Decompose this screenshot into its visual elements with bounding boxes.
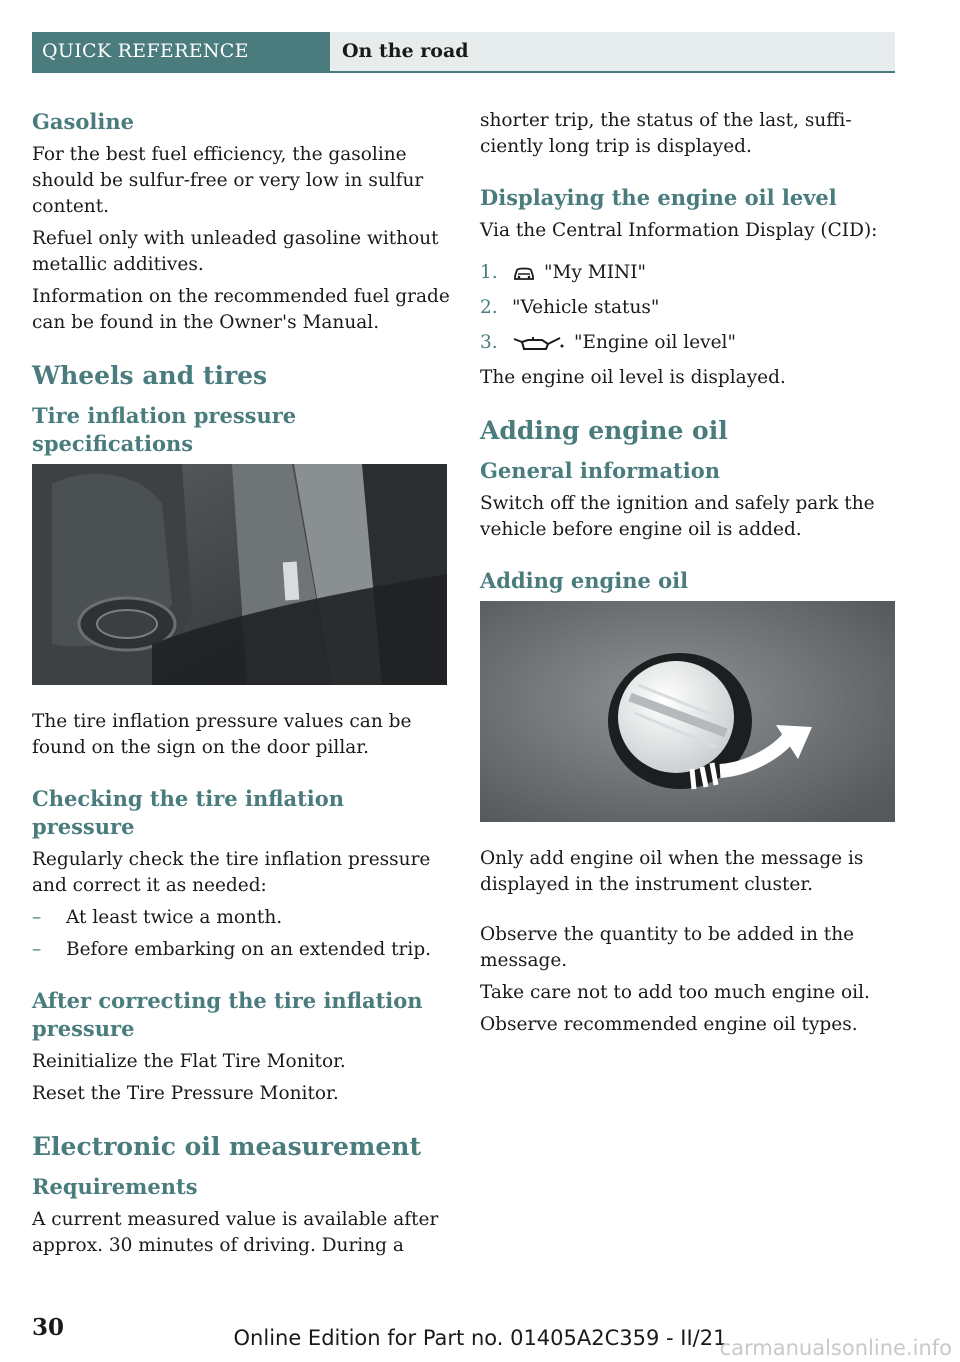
step-item [480, 330, 895, 356]
step-text: "Engine oil level" [574, 332, 736, 353]
requirements-heading: Requirements [32, 1174, 198, 1199]
dash-bullet: – [32, 939, 42, 960]
gasoline-paragraph-3: Information on the recommended fuel grade can be found in the Owner's Manual. [32, 286, 450, 333]
observe-paragraph-3: Observe recommended engine oil types. [480, 1014, 858, 1035]
displaying-paragraph: Via the Central Information Display (CID): [480, 220, 878, 241]
general-info-heading: General information [480, 458, 721, 483]
door-pillar-photo [32, 464, 447, 685]
step-number: 3. [480, 332, 498, 353]
right-column [480, 108, 895, 1044]
chapter-title: On the road [330, 32, 895, 71]
step-item [480, 260, 895, 286]
step-item [480, 295, 895, 321]
gasoline-paragraph-1: For the best fuel efficiency, the gasoline should be sulfur-free or very low in sulfur content. [32, 144, 424, 217]
car-icon [512, 264, 536, 282]
displaying-heading: Displaying the engine oil level [480, 185, 837, 210]
list-item [32, 937, 450, 963]
observe-paragraph-1: Observe the quantity to be added in the message. [480, 924, 855, 971]
checking-paragraph: Regularly check the tire inflation pressure and correct it as needed: [32, 849, 431, 896]
after-correcting-heading: After correcting the tire inflation pressure [32, 988, 423, 1041]
list-item-text: At least twice a month. [66, 907, 283, 928]
list-item-text: Before embarking on an extended trip. [66, 939, 432, 960]
gasoline-paragraph-2: Refuel only with unleaded gasoline without metallic additives. [32, 228, 439, 275]
list-item [32, 905, 450, 931]
tire-spec-paragraph: The tire inflation pressure values can be found on the sign on the door pillar. [32, 711, 412, 758]
tire-spec-heading: Tire inflation pressure specifications [32, 403, 297, 456]
observe-paragraph-2: Take care not to add too much engine oil. [480, 982, 870, 1003]
oil-filler-cap-photo [480, 601, 895, 822]
section-tab: QUICK REFERENCE [32, 32, 330, 71]
wheels-heading: Wheels and tires [32, 361, 268, 390]
step-text: "Vehicle status" [512, 297, 660, 318]
step-number: 1. [480, 262, 498, 283]
electronic-oil-heading: Electronic oil measurement [32, 1132, 422, 1161]
after-paragraph-1: Reinitialize the Flat Tire Monitor. [32, 1051, 346, 1072]
left-column [32, 108, 450, 1265]
header-divider [32, 71, 895, 73]
checking-heading: Checking the tire inflation pressure [32, 786, 345, 839]
gasoline-heading: Gasoline [32, 109, 134, 134]
step-number: 2. [480, 297, 498, 318]
general-info-paragraph: Switch off the ignition and safely park the vehicle before engine oil is added. [480, 493, 875, 540]
continued-paragraph: shorter trip, the status of the last, sufficiently long trip is displayed. [480, 110, 852, 157]
only-add-paragraph: Only add engine oil when the message is displayed in the instrument cluster. [480, 848, 864, 895]
step-text: "My MINI" [544, 262, 647, 283]
edition-footer: Online Edition for Part no. 01405A2C359 - II/21 [233, 1326, 727, 1350]
adding-oil-heading: Adding engine oil [480, 416, 728, 445]
dash-bullet: – [32, 907, 42, 928]
adding-oil-subheading: Adding engine oil [480, 568, 689, 593]
after-paragraph-2: Reset the Tire Pressure Monitor. [32, 1083, 339, 1104]
oil-can-icon [512, 334, 566, 352]
page-number: 30 [32, 1314, 65, 1341]
displayed-paragraph: The engine oil level is displayed. [480, 367, 786, 388]
watermark: carmanualsonline.info [719, 1336, 952, 1360]
requirements-paragraph: A current measured value is available after approx. 30 minutes of driving. During a [32, 1209, 439, 1256]
